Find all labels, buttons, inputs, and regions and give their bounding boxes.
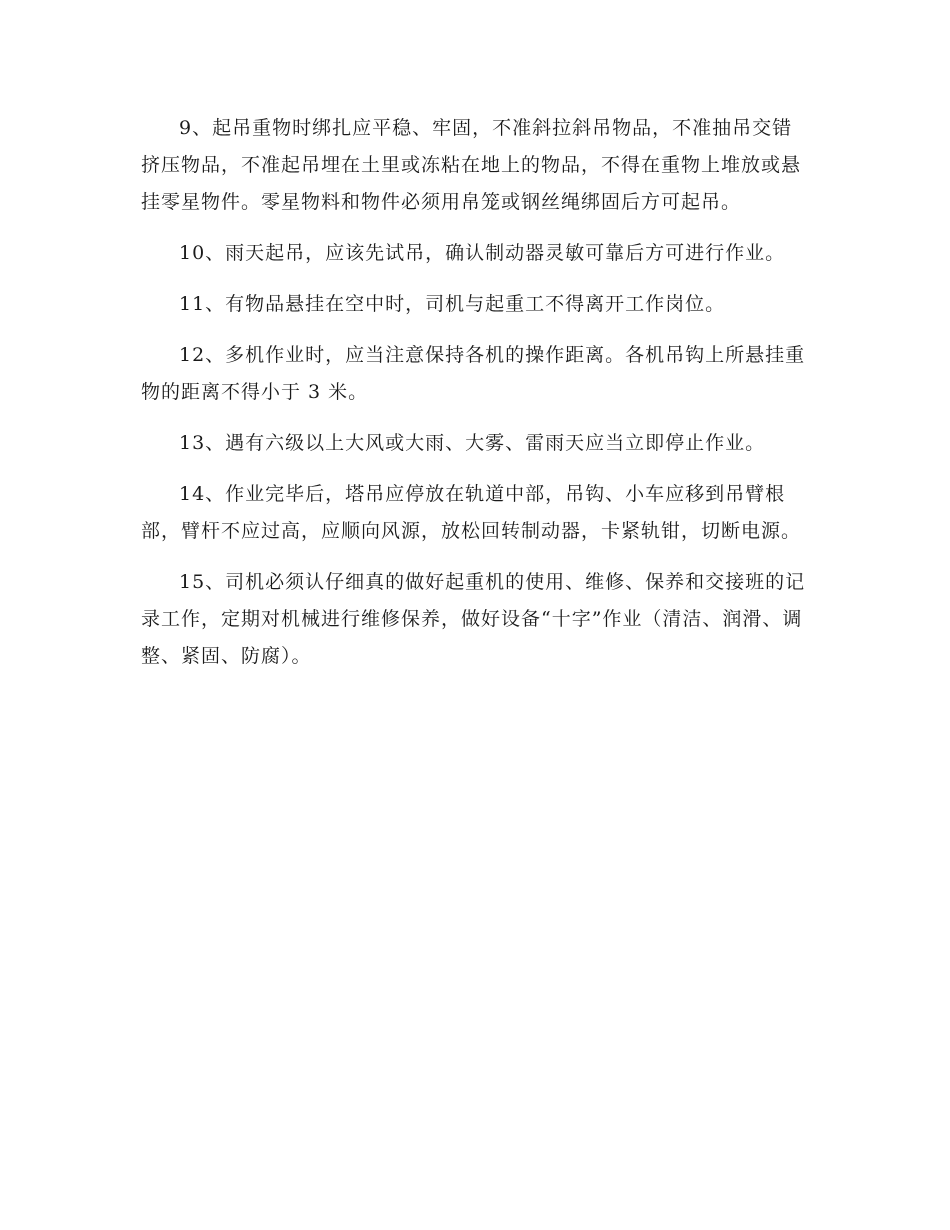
paragraph-rule-13: 13、遇有六级以上大风或大雨、大雾、雷雨天应当立即停止作业。 <box>179 432 766 454</box>
paragraph-rule-15: 15、司机必须认仔细真的做好起重机的使用、维修、保养和交接班的记录工作，定期对机械进行维修保养，做好设备“十字”作业（清洁、润滑、调整、紧固、防腐）。 <box>141 571 806 667</box>
paragraph-rule-9: 9、起吊重物时绑扎应平稳、牢固，不准斜拉斜吊物品，不准抽吊交错挤压物品，不准起吊埋在土里或冻粘在地上的物品，不得在重物上堆放或悬挂零星物件。零星物料和物件必须用帛笼或钢丝绳绑固后方可起吊。 <box>141 117 802 213</box>
paragraph-rule-14: 14、作业完毕后，塔吊应停放在轨道中部，吊钩、小车应移到吊臂根部，臂杆不应过高，应顺向风源，放松回转制动器，卡紧轨钳，切断电源。 <box>141 483 802 542</box>
document-body <box>141 110 809 689</box>
paragraph-rule-12: 12、多机作业时，应当注意保持各机的操作距离。各机吊钩上所悬挂重物的距离不得小于 3 米。 <box>141 344 806 403</box>
paragraph-rule-10: 10、雨天起吊，应该先试吊，确认制动器灵敏可靠后方可进行作业。 <box>179 242 786 264</box>
paragraph-rule-11: 11、有物品悬挂在空中时，司机与起重工不得离开工作岗位。 <box>179 293 726 315</box>
